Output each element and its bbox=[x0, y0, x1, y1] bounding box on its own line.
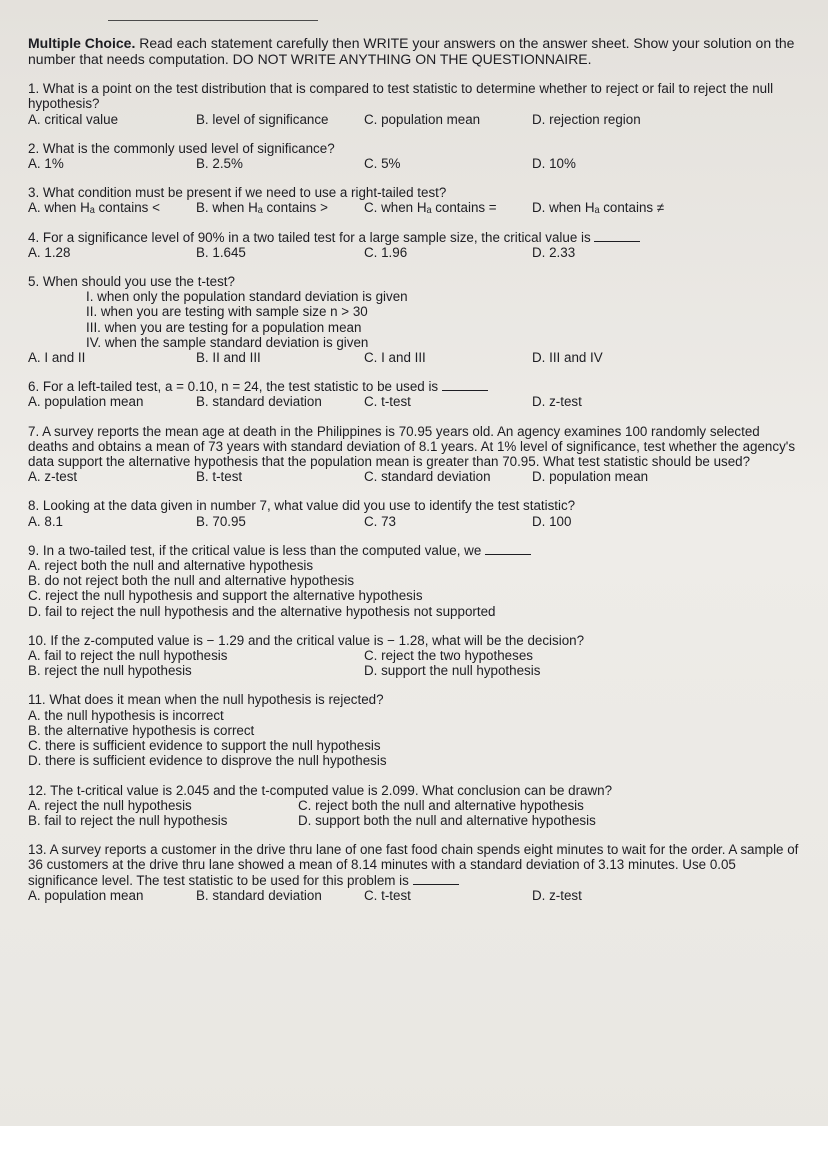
question-stem: 3. What condition must be present if we need to use a right-tailed test? bbox=[28, 185, 447, 201]
question-1 bbox=[28, 81, 800, 127]
option-d: D. 10% bbox=[532, 156, 576, 171]
option-b: B. reject the null hypothesis bbox=[28, 663, 192, 679]
option-d: D. support the null hypothesis bbox=[364, 663, 541, 679]
option-a: A. critical value bbox=[28, 111, 119, 127]
roman-item: I. when only the population standard deviation is given bbox=[86, 289, 408, 305]
question-12 bbox=[28, 783, 800, 829]
option-d: D. 2.33 bbox=[532, 244, 576, 260]
question-4 bbox=[28, 230, 800, 260]
answer-blank bbox=[594, 230, 640, 242]
options-row bbox=[28, 200, 800, 215]
question-stem: 5. When should you use the t-test? bbox=[28, 274, 235, 290]
option-c: C. standard deviation bbox=[364, 469, 491, 485]
option-b: B. the alternative hypothesis is correct bbox=[28, 722, 255, 738]
option-b: B. 1.645 bbox=[196, 244, 246, 260]
options-row bbox=[28, 813, 800, 828]
question-3 bbox=[28, 185, 800, 215]
option-c: C. reject both the null and alternative hypothesis bbox=[298, 797, 584, 813]
options-row bbox=[28, 798, 800, 813]
options-row bbox=[28, 648, 800, 663]
options-row bbox=[28, 112, 800, 127]
option-d: D. z-test bbox=[532, 394, 582, 410]
option-a: A. fail to reject the null hypothesis bbox=[28, 648, 228, 664]
option-b: B. t-test bbox=[196, 469, 243, 485]
option-b: B. level of significance bbox=[196, 111, 329, 127]
question-stem bbox=[28, 842, 800, 888]
instructions-text: Read each statement carefully then WRITE your answers on the answer sheet. Show your solution on the number that needs computation. DO NOT WRITE ANYTHING ON THE QUESTIONNAIRE. bbox=[28, 35, 795, 67]
option-a: A. reject both the null and alternative hypothesis bbox=[28, 558, 314, 574]
roman-item: IV. when the sample standard deviation is given bbox=[86, 334, 369, 350]
option-a: A. I and II bbox=[28, 350, 86, 366]
option-a: A. 8.1 bbox=[28, 513, 63, 529]
option-b: B. do not reject both the null and alternative hypothesis bbox=[28, 573, 355, 589]
options-row bbox=[28, 245, 800, 260]
options-row bbox=[28, 350, 800, 365]
option-c: C. when Hₐ contains = bbox=[364, 200, 497, 216]
option-d: D. z-test bbox=[532, 887, 582, 903]
option-b: B. when Hₐ contains > bbox=[196, 200, 328, 216]
option-a: A. 1% bbox=[28, 156, 64, 171]
answer-blank bbox=[442, 379, 488, 391]
question-stem-text: 6. For a left-tailed test, a = 0.10, n = 24, the test statistic to be used is bbox=[28, 379, 439, 395]
question-stem: 1. What is a point on the test distribution that is compared to test statistic to determine whether to reject or fail to reject the null hypothesis? bbox=[28, 81, 774, 112]
option-c: C. 73 bbox=[364, 513, 397, 529]
top-rule bbox=[108, 20, 318, 21]
option-c: C. reject the null hypothesis and support the alternative hypothesis bbox=[28, 588, 423, 604]
option-a: A. when Hₐ contains < bbox=[28, 200, 160, 216]
option-c: C. t-test bbox=[364, 394, 411, 410]
option-a: A. z-test bbox=[28, 469, 78, 485]
option-c: C. t-test bbox=[364, 887, 411, 903]
question-8 bbox=[28, 498, 800, 528]
option-b: B. 70.95 bbox=[196, 513, 246, 529]
page-bottom-edge bbox=[0, 1126, 828, 1150]
question-2 bbox=[28, 141, 800, 171]
option-d: D. support both the null and alternative hypothesis bbox=[298, 812, 596, 828]
question-stem bbox=[28, 379, 800, 394]
question-6 bbox=[28, 379, 800, 409]
options-row bbox=[28, 888, 800, 903]
option-d: D. 100 bbox=[532, 513, 572, 529]
option-b: B. II and III bbox=[196, 350, 261, 366]
options-row bbox=[28, 663, 800, 678]
question-7 bbox=[28, 424, 800, 485]
answer-blank bbox=[485, 543, 531, 555]
options-row bbox=[28, 514, 800, 529]
question-stem-text: 9. In a two-tailed test, if the critical value is less than the computed value, we bbox=[28, 542, 482, 558]
option-a: A. reject the null hypothesis bbox=[28, 797, 192, 813]
option-b: B. standard deviation bbox=[196, 887, 322, 903]
roman-item: III. when you are testing for a population mean bbox=[86, 319, 362, 335]
options-stack bbox=[28, 708, 800, 769]
option-b: B. standard deviation bbox=[196, 394, 322, 410]
answer-blank bbox=[413, 873, 459, 885]
option-b: B. 2.5% bbox=[196, 156, 243, 171]
option-a: A. population mean bbox=[28, 394, 144, 410]
question-stem: 12. The t-critical value is 2.045 and the t-computed value is 2.099. What conclusion can be drawn? bbox=[28, 782, 613, 798]
option-c: C. there is sufficient evidence to support the null hypothesis bbox=[28, 738, 381, 754]
question-9 bbox=[28, 543, 800, 619]
option-d: D. population mean bbox=[532, 469, 649, 485]
option-c: C. reject the two hypotheses bbox=[364, 648, 533, 664]
option-d: D. rejection region bbox=[532, 111, 641, 127]
option-d: D. III and IV bbox=[532, 350, 603, 366]
question-stem bbox=[28, 543, 800, 558]
option-c: C. population mean bbox=[364, 111, 481, 127]
roman-list bbox=[28, 289, 800, 350]
option-d: D. there is sufficient evidence to disprove the null hypothesis bbox=[28, 753, 387, 769]
question-stem-text: 13. A survey reports a customer in the drive thru lane of one fast food chain spends eight minutes to wait for the order. A sample of 36 customers at the drive thru lane showed a mean of 8.14 minutes with a standard deviation of 3.13 minutes. Use 0.05 significance level. The test statistic to be used for this problem is bbox=[28, 842, 799, 888]
questionnaire-content bbox=[28, 36, 800, 917]
options-row bbox=[28, 156, 800, 171]
question-11 bbox=[28, 692, 800, 768]
option-c: C. 5% bbox=[364, 156, 401, 171]
question-stem: 2. What is the commonly used level of significance? bbox=[28, 140, 335, 156]
option-a: A. population mean bbox=[28, 887, 144, 903]
question-13 bbox=[28, 842, 800, 903]
question-5 bbox=[28, 274, 800, 365]
question-stem: 7. A survey reports the mean age at death in the Philippines is 70.95 years old. An agency examines 100 randomly selected deaths and obtains a mean of 73 years with standard deviation of 8.1 years. At 1% level of significance, test whether the agency's data support the alternative hypothesis that the population mean is greater than 70.95. What test statistic should be used? bbox=[28, 423, 796, 470]
options-stack bbox=[28, 558, 800, 619]
option-b: B. fail to reject the null hypothesis bbox=[28, 812, 228, 828]
question-stem: 11. What does it mean when the null hypothesis is rejected? bbox=[28, 692, 384, 708]
option-d: D. fail to reject the null hypothesis and the alternative hypothesis not supported bbox=[28, 603, 496, 619]
option-a: A. 1.28 bbox=[28, 244, 71, 260]
instructions bbox=[28, 36, 800, 67]
question-stem-text: 4. For a significance level of 90% in a two tailed test for a large sample size, the critical value is bbox=[28, 229, 591, 245]
question-stem: 10. If the z-computed value is − 1.29 and the critical value is − 1.28, what will be the decision? bbox=[28, 632, 585, 648]
option-c: C. I and III bbox=[364, 350, 426, 366]
instructions-heading: Multiple Choice. bbox=[28, 35, 136, 51]
option-c: C. 1.96 bbox=[364, 244, 408, 260]
question-10 bbox=[28, 633, 800, 679]
options-row bbox=[28, 469, 800, 484]
option-d: D. when Hₐ contains ≠ bbox=[532, 200, 665, 216]
option-a: A. the null hypothesis is incorrect bbox=[28, 707, 224, 723]
question-stem: 8. Looking at the data given in number 7, what value did you use to identify the test statistic? bbox=[28, 498, 576, 514]
options-row bbox=[28, 394, 800, 409]
roman-item: II. when you are testing with sample size n > 30 bbox=[86, 304, 368, 320]
question-stem bbox=[28, 230, 800, 245]
